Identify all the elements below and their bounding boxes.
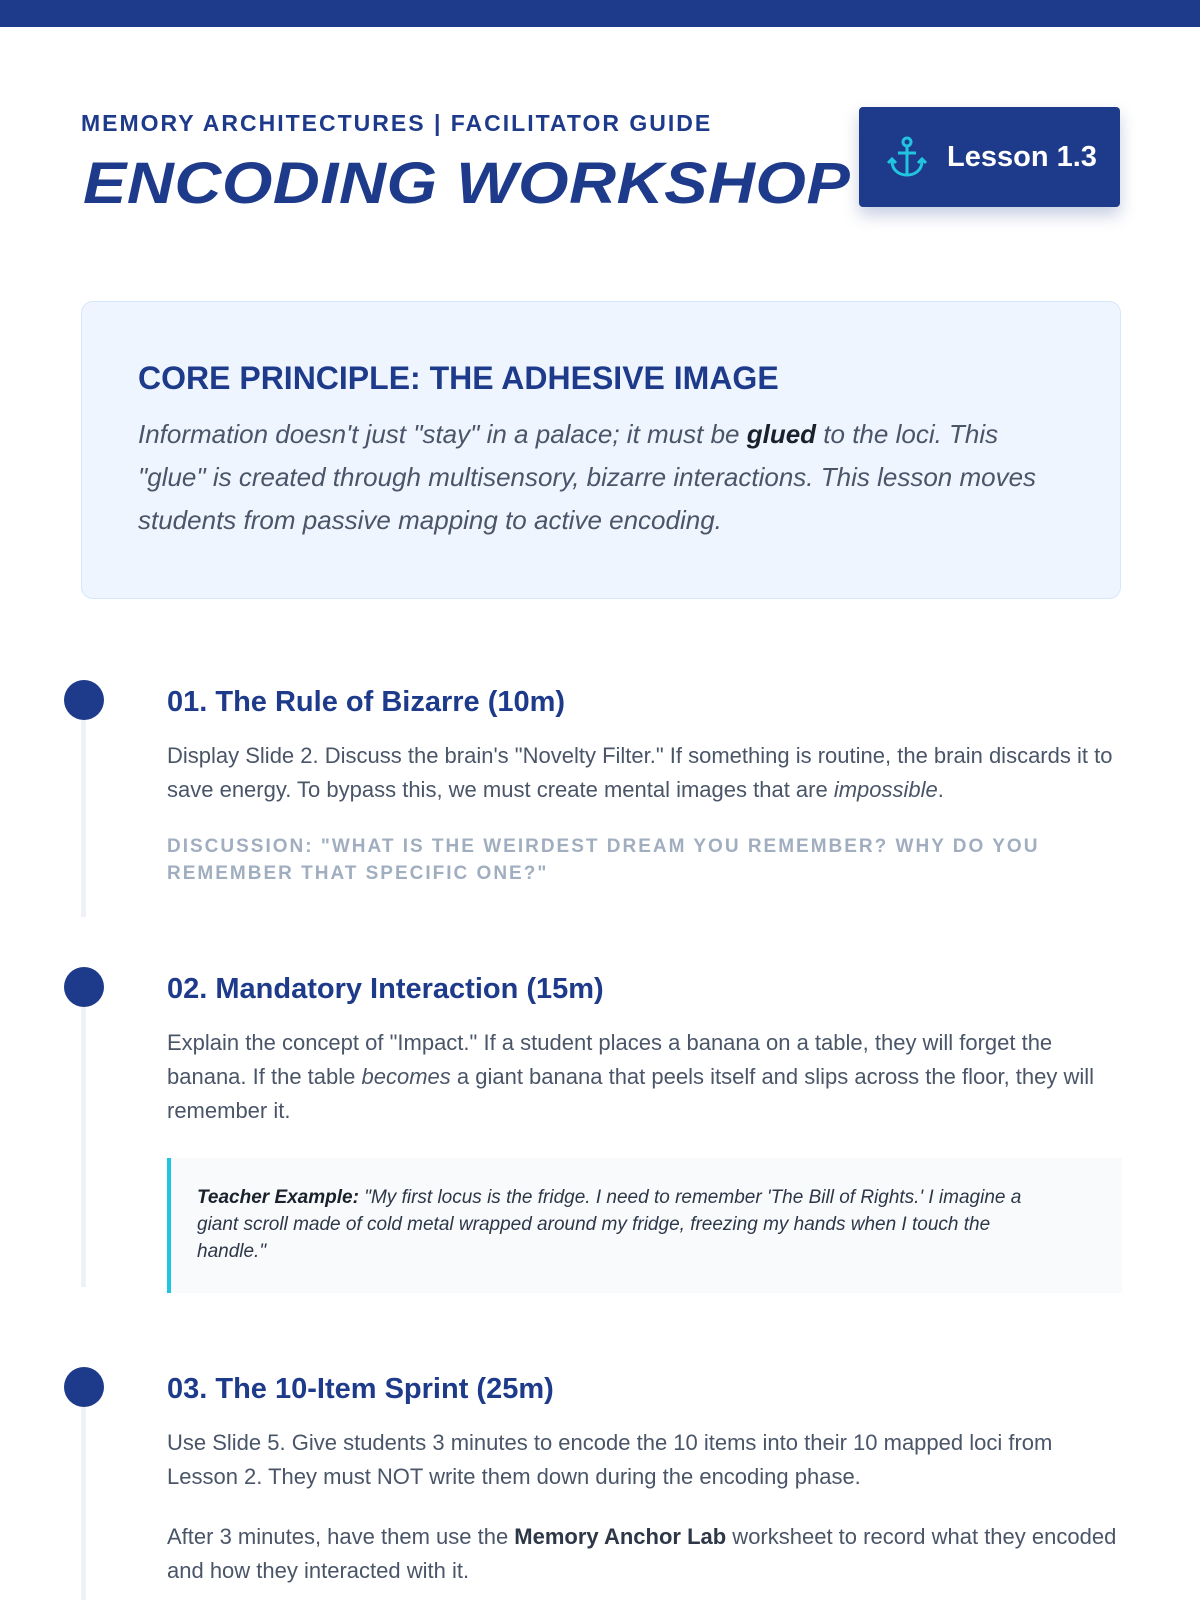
page-title: ENCODING WORKSHOP: [83, 151, 851, 216]
timeline-dot: [64, 680, 104, 720]
step-text: Explain the concept of "Impact." If a student places a banana on a table, they will forget the banana. If the table becomes a giant banana that peels itself and slips across the floor, they will remember it.: [167, 1030, 1095, 1123]
top-accent-bar: [0, 0, 1200, 27]
discussion-prompt: DISCUSSION: "WHAT IS THE WEIRDEST DREAM YOU REMEMBER? WHY DO YOU REMEMBER THAT SPECIFIC ONE?": [167, 836, 1040, 884]
example-label: Teacher Example:: [197, 1187, 359, 1208]
principle-text: Information doesn't just "stay" in a palace; it must be glued to the loci. This "glue" is created through multisensory, bizarre interactions. This lesson moves students from passive mapping to active encoding.: [138, 419, 1037, 535]
anchor-icon: [887, 135, 927, 179]
course-eyebrow: MEMORY ARCHITECTURES | FACILITATOR GUIDE: [81, 110, 713, 136]
timeline-line: [81, 1387, 86, 1600]
principle-title: CORE PRINCIPLE: THE ADHESIVE IMAGE: [138, 360, 779, 396]
step-text: Display Slide 2. Discuss the brain's "Novelty Filter." If something is routine, the brain discards it to save energy. To bypass this, we must create mental images that are impossible.: [167, 743, 1113, 802]
timeline-line: [81, 700, 86, 917]
core-principle-card: [81, 301, 1121, 599]
example-text: "My first locus is the fridge. I need to remember 'The Bill of Rights.' I imagine a giant scroll made of cold metal wrapped around my fridge, freezing my hands when I touch the handle.": [197, 1187, 1022, 1262]
step-text: Use Slide 5. Give students 3 minutes to encode the 10 items into their 10 mapped loci from Lesson 2. They must NOT write them down during the encoding phase.: [167, 1430, 1053, 1489]
step-body: [167, 686, 1122, 887]
timeline-dot: [64, 967, 104, 1007]
lesson-badge: [859, 107, 1120, 207]
step-body: [167, 1373, 1122, 1588]
step-title: 02. Mandatory Interaction (15m): [167, 973, 604, 1005]
teacher-example-callout: [167, 1158, 1122, 1293]
principle-emphasis: glued: [746, 419, 817, 449]
step-body: [167, 973, 1122, 1293]
timeline-line: [81, 987, 86, 1287]
step-title: 01. The Rule of Bizarre (10m): [167, 686, 566, 718]
worksheet-name: Memory Anchor Lab: [514, 1524, 727, 1549]
step-title: 03. The 10-Item Sprint (25m): [167, 1373, 554, 1405]
step-text-secondary: After 3 minutes, have them use the Memory Anchor Lab worksheet to record what they encoded and how they interacted with it.: [167, 1524, 1117, 1583]
timeline-dot: [64, 1367, 104, 1407]
lesson-label: Lesson 1.3: [947, 140, 1097, 173]
